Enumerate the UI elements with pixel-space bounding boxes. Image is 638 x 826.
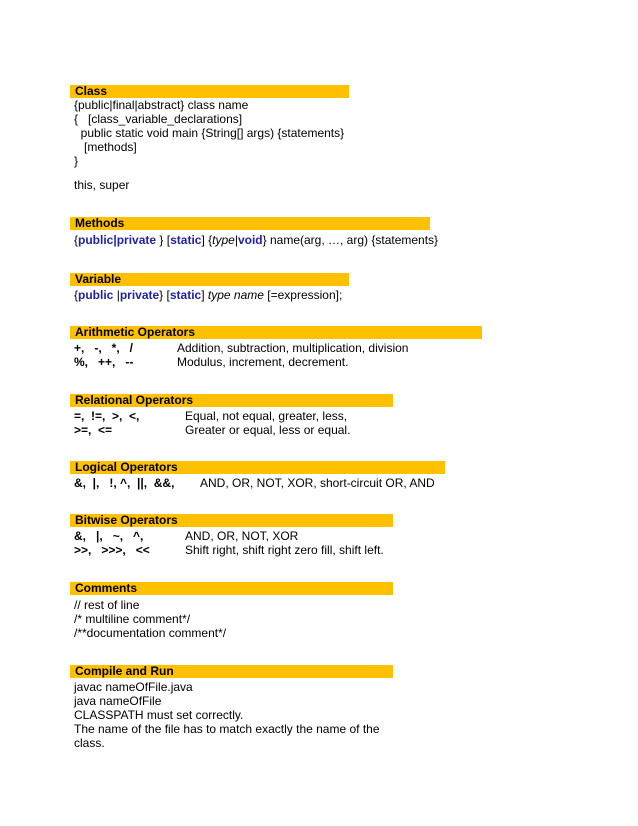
compile-line-5: class. xyxy=(74,736,105,750)
logical-ops-1: &, |, !, ^, ||, &&, xyxy=(74,476,175,490)
variable-pipe: | xyxy=(116,288,120,302)
class-line-1: {public|final|abstract} class name xyxy=(74,98,249,112)
methods-static-keyword: static xyxy=(170,233,202,247)
arithmetic-ops-2: %, ++, -- xyxy=(74,355,134,369)
methods-pipe-2: | xyxy=(234,233,238,247)
methods-open-brace-2: { xyxy=(204,233,213,247)
variable-header: Variable xyxy=(70,273,349,286)
comments-line-3: /**documentation comment*/ xyxy=(74,626,227,640)
variable-left-bracket: [ xyxy=(166,288,170,302)
methods-type: type xyxy=(212,233,235,247)
methods-close-brace: } xyxy=(156,233,167,247)
relational-desc-2: Greater or equal, less or equal. xyxy=(185,423,351,437)
compile-header: Compile and Run xyxy=(70,665,393,678)
relational-ops-1: =, !=, >, <, xyxy=(74,409,140,423)
methods-header: Methods xyxy=(70,217,430,230)
variable-rest: [=expression]; xyxy=(263,288,343,302)
compile-line-3: CLASSPATH must set correctly. xyxy=(74,708,244,722)
methods-left-bracket: [ xyxy=(166,233,171,247)
methods-void-keyword: void xyxy=(237,233,263,247)
comments-line-1: // rest of line xyxy=(74,598,140,612)
relational-ops-2: >=, <= xyxy=(74,423,113,437)
comments-header: Comments xyxy=(70,582,393,595)
arithmetic-ops-1: +, -, *, / xyxy=(74,341,134,355)
methods-rest: } name(arg, …, arg) {statements} xyxy=(262,233,439,247)
bitwise-desc-2: Shift right, shift right zero fill, shift left. xyxy=(185,543,384,557)
class-line-2: { [class_variable_declarations] xyxy=(74,112,243,126)
variable-right-bracket: ] xyxy=(201,288,208,302)
class-line-3: public static void main {String[] args) {statements} xyxy=(74,126,345,140)
methods-open-brace: { xyxy=(74,233,79,247)
variable-open-brace: { xyxy=(74,288,79,302)
class-line-4: [methods] xyxy=(74,140,137,154)
bitwise-ops-2: >>, >>>, << xyxy=(74,543,150,557)
methods-signature xyxy=(74,233,438,247)
variable-close-brace: } xyxy=(159,288,167,302)
variable-private-keyword: private xyxy=(119,288,160,302)
arithmetic-header: Arithmetic Operators xyxy=(70,326,482,339)
variable-type-name: type name xyxy=(207,288,264,302)
bitwise-desc-1: AND, OR, NOT, XOR xyxy=(185,529,299,543)
variable-static-keyword: static xyxy=(169,288,202,302)
relational-desc-1: Equal, not equal, greater, less, xyxy=(185,409,348,423)
compile-line-4: The name of the file has to match exactly the name of the xyxy=(74,722,380,736)
compile-line-2: java nameOfFile xyxy=(74,694,162,708)
bitwise-header: Bitwise Operators xyxy=(70,514,393,527)
logical-desc-1: AND, OR, NOT, XOR, short-circuit OR, AND xyxy=(200,476,435,490)
bitwise-ops-1: &, |, ~, ^, xyxy=(74,529,144,543)
compile-line-1: javac nameOfFile.java xyxy=(74,680,193,694)
relational-header: Relational Operators xyxy=(70,394,393,407)
methods-pipe-1: | xyxy=(113,233,117,247)
comments-line-2: /* multiline comment*/ xyxy=(74,612,191,626)
class-header: Class xyxy=(70,85,349,98)
arithmetic-desc-2: Modulus, increment, decrement. xyxy=(177,355,349,369)
variable-public-keyword: public xyxy=(78,288,117,302)
logical-header: Logical Operators xyxy=(70,461,445,474)
variable-signature xyxy=(74,288,342,302)
methods-private-keyword: private xyxy=(116,233,157,247)
class-extra-line: this, super xyxy=(74,178,130,192)
methods-public-keyword: public xyxy=(78,233,114,247)
arithmetic-desc-1: Addition, subtraction, multiplication, division xyxy=(177,341,409,355)
methods-right-bracket: ] xyxy=(201,233,205,247)
class-line-5: } xyxy=(74,154,79,168)
